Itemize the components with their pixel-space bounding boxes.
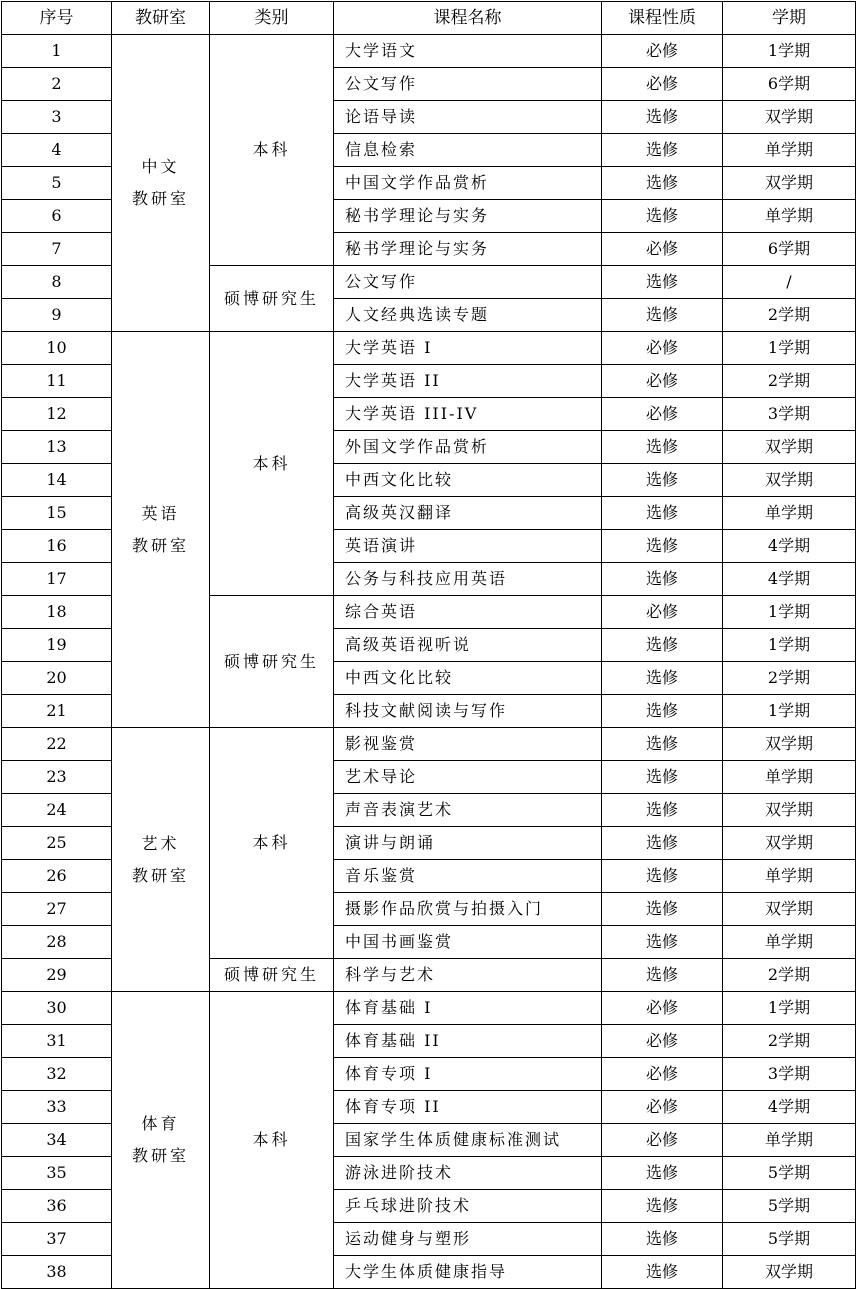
course-name-cell: 大学英语 II xyxy=(334,365,602,398)
header-term: 学期 xyxy=(723,2,856,35)
course-number-cell: 28 xyxy=(2,926,112,959)
term-cell: 4学期 xyxy=(723,563,856,596)
term-cell: 双学期 xyxy=(723,893,856,926)
department-cell xyxy=(112,992,210,1289)
term-cell: 1学期 xyxy=(723,695,856,728)
term-cell: 4学期 xyxy=(723,1091,856,1124)
header-category: 类别 xyxy=(210,2,334,35)
course-number-cell: 20 xyxy=(2,662,112,695)
course-name-cell: 中西文化比较 xyxy=(334,464,602,497)
course-name-cell: 声音表演艺术 xyxy=(334,794,602,827)
course-type-cell: 选修 xyxy=(602,1190,723,1223)
term-cell: 1学期 xyxy=(723,992,856,1025)
course-type-cell: 必修 xyxy=(602,398,723,431)
table-row xyxy=(2,35,856,68)
term-cell: 双学期 xyxy=(723,431,856,464)
course-type-cell: 必修 xyxy=(602,332,723,365)
course-type-cell: 选修 xyxy=(602,860,723,893)
department-name-line1: 英语 xyxy=(141,503,180,523)
term-cell: 1学期 xyxy=(723,35,856,68)
course-number-cell: 17 xyxy=(2,563,112,596)
course-type-cell: 选修 xyxy=(602,629,723,662)
course-name-cell: 体育专项 II xyxy=(334,1091,602,1124)
course-number-cell: 35 xyxy=(2,1157,112,1190)
course-name-cell: 大学英语 III-IV xyxy=(334,398,602,431)
course-type-cell: 选修 xyxy=(602,695,723,728)
course-type-cell: 必修 xyxy=(602,365,723,398)
course-number-cell: 1 xyxy=(2,35,112,68)
course-type-cell: 选修 xyxy=(602,134,723,167)
course-type-cell: 选修 xyxy=(602,464,723,497)
term-cell: 单学期 xyxy=(723,134,856,167)
department-name-line2: 教研室 xyxy=(131,865,189,885)
department-cell xyxy=(112,332,210,728)
course-number-cell: 18 xyxy=(2,596,112,629)
course-type-cell: 选修 xyxy=(602,893,723,926)
department-name-line2: 教研室 xyxy=(131,189,189,208)
course-number-cell: 29 xyxy=(2,959,112,992)
term-cell: 双学期 xyxy=(723,728,856,761)
course-number-cell: 32 xyxy=(2,1058,112,1091)
course-name-cell: 演讲与朗诵 xyxy=(334,827,602,860)
term-cell: 双学期 xyxy=(723,794,856,827)
term-cell: 单学期 xyxy=(723,926,856,959)
category-cell: 硕博研究生 xyxy=(210,266,334,332)
course-type-cell: 必修 xyxy=(602,1091,723,1124)
course-name-cell: 中西文化比较 xyxy=(334,662,602,695)
course-number-cell: 16 xyxy=(2,530,112,563)
course-type-cell: 选修 xyxy=(602,959,723,992)
term-cell: 4学期 xyxy=(723,530,856,563)
course-type-cell: 选修 xyxy=(602,200,723,233)
term-cell: 单学期 xyxy=(723,497,856,530)
course-name-cell: 体育基础 II xyxy=(334,1025,602,1058)
term-cell: 单学期 xyxy=(723,860,856,893)
term-cell: 双学期 xyxy=(723,464,856,497)
course-name-cell: 科学与艺术 xyxy=(334,959,602,992)
course-name-cell: 国家学生体质健康标准测试 xyxy=(334,1124,602,1157)
course-number-cell: 31 xyxy=(2,1025,112,1058)
term-cell: 双学期 xyxy=(723,1256,856,1289)
category-cell: 硕博研究生 xyxy=(210,959,334,992)
term-cell: 2学期 xyxy=(723,662,856,695)
course-type-cell: 选修 xyxy=(602,728,723,761)
course-name-cell: 大学语文 xyxy=(334,35,602,68)
course-name-cell: 公文写作 xyxy=(334,68,602,101)
course-number-cell: 36 xyxy=(2,1190,112,1223)
course-number-cell: 6 xyxy=(2,200,112,233)
category-cell: 本科 xyxy=(210,332,334,596)
course-type-cell: 选修 xyxy=(602,794,723,827)
course-name-cell: 公务与科技应用英语 xyxy=(334,563,602,596)
course-name-cell: 体育基础 I xyxy=(334,992,602,1025)
course-type-cell: 必修 xyxy=(602,596,723,629)
term-cell: 3学期 xyxy=(723,398,856,431)
course-number-cell: 13 xyxy=(2,431,112,464)
course-number-cell: 30 xyxy=(2,992,112,1025)
term-cell: 单学期 xyxy=(723,761,856,794)
course-number-cell: 5 xyxy=(2,167,112,200)
course-name-cell: 英语演讲 xyxy=(334,530,602,563)
course-name-cell: 音乐鉴赏 xyxy=(334,860,602,893)
header-course-type: 课程性质 xyxy=(602,2,723,35)
term-cell: 双学期 xyxy=(723,101,856,134)
course-name-cell: 综合英语 xyxy=(334,596,602,629)
course-type-cell: 选修 xyxy=(602,1223,723,1256)
header-course-name: 课程名称 xyxy=(334,2,602,35)
course-number-cell: 37 xyxy=(2,1223,112,1256)
term-cell: 2学期 xyxy=(723,959,856,992)
course-type-cell: 选修 xyxy=(602,1157,723,1190)
course-name-cell: 摄影作品欣赏与拍摄入门 xyxy=(334,893,602,926)
course-number-cell: 27 xyxy=(2,893,112,926)
course-type-cell: 选修 xyxy=(602,497,723,530)
header-row xyxy=(2,2,856,35)
course-name-cell: 外国文学作品赏析 xyxy=(334,431,602,464)
course-type-cell: 选修 xyxy=(602,926,723,959)
course-number-cell: 23 xyxy=(2,761,112,794)
course-type-cell: 必修 xyxy=(602,1058,723,1091)
course-number-cell: 11 xyxy=(2,365,112,398)
course-number-cell: 8 xyxy=(2,266,112,299)
term-cell: 单学期 xyxy=(723,200,856,233)
term-cell: 5学期 xyxy=(723,1190,856,1223)
term-cell: / xyxy=(723,266,856,299)
course-number-cell: 10 xyxy=(2,332,112,365)
header-dept: 教研室 xyxy=(112,2,210,35)
course-number-cell: 26 xyxy=(2,860,112,893)
course-name-cell: 中国书画鉴赏 xyxy=(334,926,602,959)
course-name-cell: 论语导读 xyxy=(334,101,602,134)
term-cell: 双学期 xyxy=(723,827,856,860)
course-number-cell: 14 xyxy=(2,464,112,497)
term-cell: 5学期 xyxy=(723,1223,856,1256)
term-cell: 双学期 xyxy=(723,167,856,200)
term-cell: 3学期 xyxy=(723,1058,856,1091)
department-name-line2: 教研室 xyxy=(131,535,189,555)
course-type-cell: 选修 xyxy=(602,1256,723,1289)
course-number-cell: 34 xyxy=(2,1124,112,1157)
department-name-line2: 教研室 xyxy=(131,1146,189,1165)
course-number-cell: 19 xyxy=(2,629,112,662)
course-name-cell: 信息检索 xyxy=(334,134,602,167)
course-name-cell: 游泳进阶技术 xyxy=(334,1157,602,1190)
category-cell: 本科 xyxy=(210,992,334,1289)
course-name-cell: 影视鉴赏 xyxy=(334,728,602,761)
department-name-line1: 体育 xyxy=(141,1114,180,1133)
table-body xyxy=(2,35,856,1289)
course-number-cell: 38 xyxy=(2,1256,112,1289)
course-number-cell: 7 xyxy=(2,233,112,266)
course-number-cell: 9 xyxy=(2,299,112,332)
table-row xyxy=(2,332,856,365)
course-number-cell: 3 xyxy=(2,101,112,134)
course-type-cell: 选修 xyxy=(602,167,723,200)
course-name-cell: 大学生体质健康指导 xyxy=(334,1256,602,1289)
course-number-cell: 2 xyxy=(2,68,112,101)
term-cell: 1学期 xyxy=(723,596,856,629)
course-type-cell: 选修 xyxy=(602,662,723,695)
course-name-cell: 高级英汉翻译 xyxy=(334,497,602,530)
course-name-cell: 公文写作 xyxy=(334,266,602,299)
table-row xyxy=(2,992,856,1025)
course-number-cell: 33 xyxy=(2,1091,112,1124)
category-cell: 本科 xyxy=(210,35,334,266)
course-type-cell: 选修 xyxy=(602,431,723,464)
category-cell: 硕博研究生 xyxy=(210,596,334,728)
course-type-cell: 必修 xyxy=(602,68,723,101)
term-cell: 6学期 xyxy=(723,233,856,266)
course-name-cell: 运动健身与塑形 xyxy=(334,1223,602,1256)
course-name-cell: 艺术导论 xyxy=(334,761,602,794)
table-row xyxy=(2,728,856,761)
course-type-cell: 选修 xyxy=(602,827,723,860)
department-cell xyxy=(112,35,210,332)
course-number-cell: 21 xyxy=(2,695,112,728)
course-number-cell: 25 xyxy=(2,827,112,860)
course-type-cell: 必修 xyxy=(602,992,723,1025)
course-table xyxy=(1,1,856,1289)
term-cell: 1学期 xyxy=(723,332,856,365)
course-type-cell: 选修 xyxy=(602,563,723,596)
department-name-line1: 艺术 xyxy=(141,833,180,853)
course-type-cell: 选修 xyxy=(602,761,723,794)
term-cell: 5学期 xyxy=(723,1157,856,1190)
term-cell: 1学期 xyxy=(723,629,856,662)
course-type-cell: 选修 xyxy=(602,101,723,134)
course-name-cell: 秘书学理论与实务 xyxy=(334,200,602,233)
term-cell: 单学期 xyxy=(723,1124,856,1157)
course-name-cell: 大学英语 I xyxy=(334,332,602,365)
course-type-cell: 必修 xyxy=(602,1025,723,1058)
course-type-cell: 必修 xyxy=(602,233,723,266)
course-type-cell: 必修 xyxy=(602,1124,723,1157)
course-number-cell: 4 xyxy=(2,134,112,167)
course-number-cell: 15 xyxy=(2,497,112,530)
course-type-cell: 选修 xyxy=(602,299,723,332)
department-name-line1: 中文 xyxy=(141,157,180,176)
course-name-cell: 人文经典选读专题 xyxy=(334,299,602,332)
term-cell: 2学期 xyxy=(723,1025,856,1058)
course-type-cell: 必修 xyxy=(602,35,723,68)
course-type-cell: 选修 xyxy=(602,530,723,563)
course-name-cell: 体育专项 I xyxy=(334,1058,602,1091)
course-name-cell: 科技文献阅读与写作 xyxy=(334,695,602,728)
course-name-cell: 秘书学理论与实务 xyxy=(334,233,602,266)
term-cell: 2学期 xyxy=(723,299,856,332)
category-cell: 本科 xyxy=(210,728,334,959)
term-cell: 6学期 xyxy=(723,68,856,101)
course-name-cell: 中国文学作品赏析 xyxy=(334,167,602,200)
course-number-cell: 24 xyxy=(2,794,112,827)
department-cell xyxy=(112,728,210,992)
term-cell: 2学期 xyxy=(723,365,856,398)
course-number-cell: 12 xyxy=(2,398,112,431)
course-name-cell: 高级英语视听说 xyxy=(334,629,602,662)
course-type-cell: 选修 xyxy=(602,266,723,299)
header-no: 序号 xyxy=(2,2,112,35)
course-number-cell: 22 xyxy=(2,728,112,761)
course-name-cell: 乒乓球进阶技术 xyxy=(334,1190,602,1223)
